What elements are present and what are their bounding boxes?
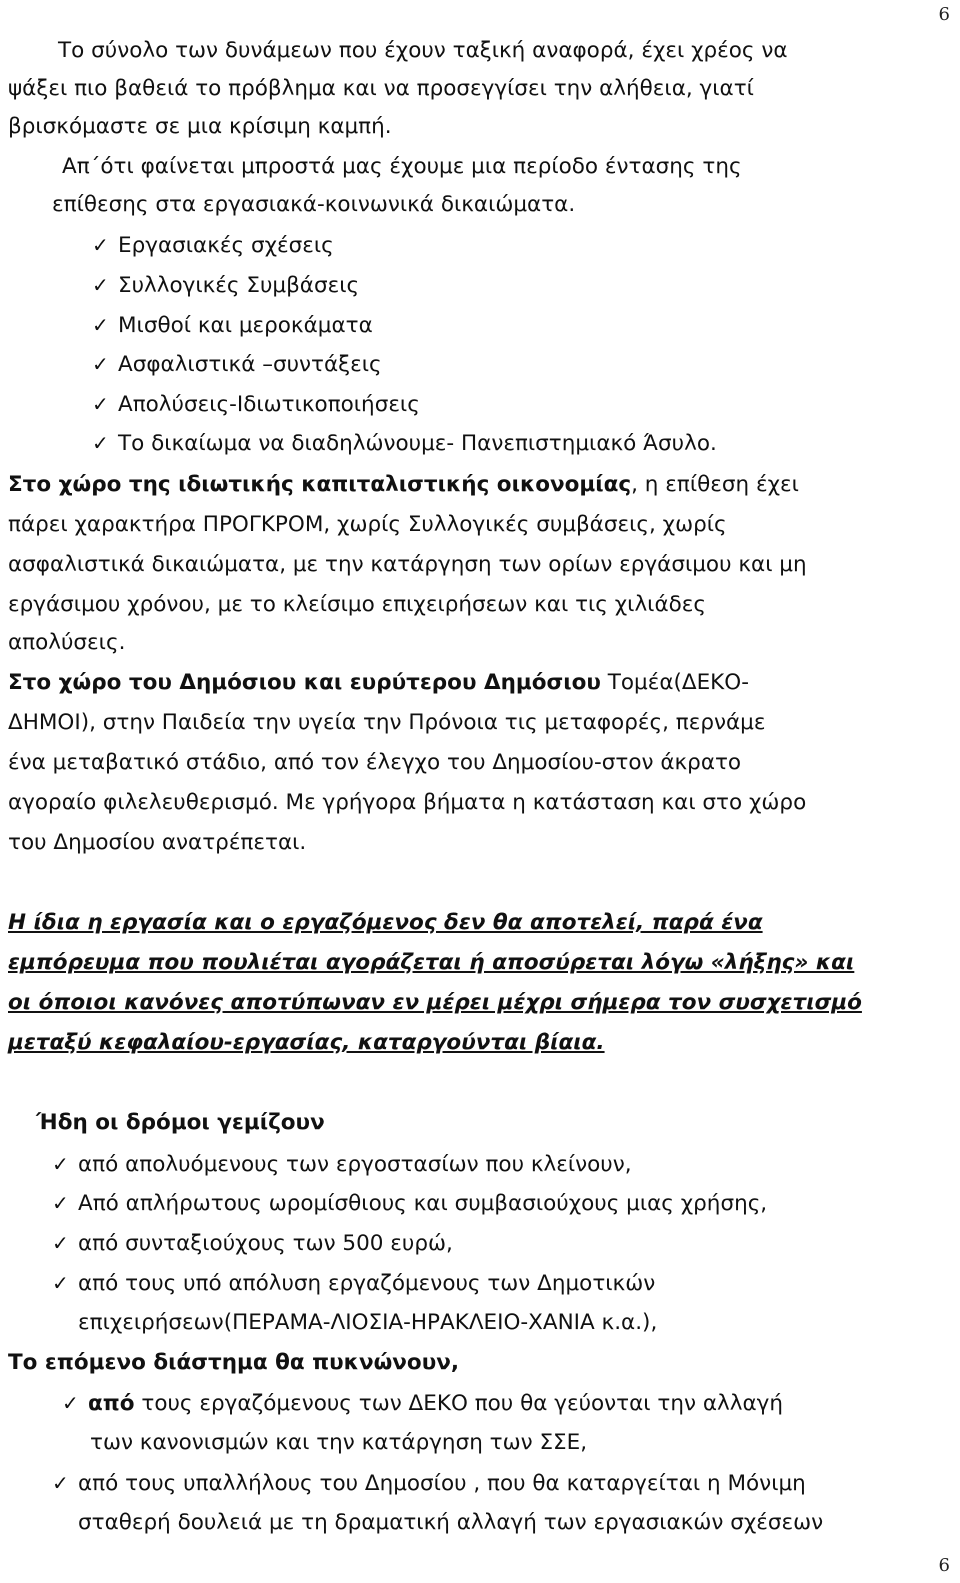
intro-line-3: βρισκόμαστε σε μια κρίσιμη καμπή.	[8, 114, 392, 139]
intro-line-5: επίθεσης στα εργασιακά-κοινωνικά δικαιώματα.	[52, 192, 576, 217]
streets-item-label: Από απλήρωτους ωρομίσθιους και συμβασιούχους μιας χρήσης,	[78, 1191, 768, 1216]
private-sector-line-4: εργάσιμου χρόνου, με το κλείσιμο επιχειρήσεων και τις χιλιάδες	[8, 592, 707, 617]
check-mark-icon: ✓	[62, 1391, 79, 1415]
private-sector-line-2: πάρει χαρακτήρα ΠΡΟΓΚΡΟΜ, χωρίς Συλλογικές συμβάσεις, χωρίς	[8, 512, 727, 537]
emphasis-line-1: Η ίδια η εργασία και ο εργαζόμενος δεν θα αποτελεί, παρά ένα	[8, 910, 763, 935]
page-number-top: 6	[938, 4, 950, 25]
checklist-item-label: Απολύσεις-Ιδιωτικοποιήσεις	[118, 392, 420, 417]
streets-item-label: από τους υπό απόλυση εργαζόμενους των Δημοτικών	[78, 1271, 656, 1296]
emphasis-line-2: εμπόρευμα που πουλιέται αγοράζεται ή αποσύρεται λόγω «λήξης» και	[8, 950, 855, 975]
check-mark-icon: ✓	[52, 1271, 69, 1295]
public-sector-line-1	[8, 664, 749, 702]
private-sector-rest: , η επίθεση έχει	[631, 472, 799, 497]
checklist-item	[92, 424, 717, 462]
checklist-item-label: Μισθοί και μεροκάματα	[118, 313, 373, 338]
streets-item-label: από συνταξιούχους των 500 ευρώ,	[78, 1231, 453, 1256]
private-sector-line-5: απολύσεις.	[8, 630, 126, 655]
next-period-item-bold: από	[88, 1391, 135, 1416]
check-mark-icon: ✓	[92, 313, 109, 337]
streets-item	[52, 1224, 453, 1262]
intro-line-4: Απ΄ότι φαίνεται μπροστά μας έχουμε μια περίοδο έντασης της	[62, 154, 742, 179]
public-sector-lead: Στο χώρο του Δημόσιου και ευρύτερου Δημόσιου	[8, 670, 601, 695]
public-sector-rest: Τομέα(ΔΕΚΟ-	[600, 670, 749, 695]
check-mark-icon: ✓	[92, 392, 109, 416]
streets-heading: Ήδη οι δρόμοι γεμίζουν	[36, 1110, 325, 1135]
streets-item-continuation: επιχειρήσεων(ΠΕΡΑΜΑ-ΛΙΟΣΙΑ-ΗΡΑΚΛΕΙΟ-ΧΑΝΙΑ κ.α.),	[78, 1310, 658, 1335]
streets-item-label: από απολυόμενους των εργοστασίων που κλείνουν,	[78, 1152, 632, 1177]
public-sector-line-3: ένα μεταβατικό στάδιο, από τον έλεγχο του Δημοσίου-στον άκρατο	[8, 750, 742, 775]
checklist-item	[92, 266, 359, 304]
next-period-item-rest: τους εργαζόμενους των ΔΕΚΟ που θα γεύονται την αλλαγή	[134, 1391, 783, 1416]
checklist-item	[92, 226, 334, 264]
check-mark-icon: ✓	[92, 273, 109, 297]
check-mark-icon: ✓	[52, 1152, 69, 1176]
public-sector-line-2: ΔΗΜΟΙ), στην Παιδεία την υγεία την Πρόνοια τις μεταφορές, περνάμε	[8, 710, 766, 735]
public-sector-line-5: του Δημοσίου ανατρέπεται.	[8, 830, 307, 855]
public-sector-line-4: αγοραίο φιλελευθερισμό. Με γρήγορα βήματα η κατάσταση και στο χώρο	[8, 790, 807, 815]
next-period-heading: Το επόμενο διάστημα θα πυκνώνουν,	[8, 1350, 460, 1375]
intro-line-2: ψάξει πιο βαθειά το πρόβλημα και να προσεγγίσει την αλήθεια, γιατί	[8, 76, 754, 101]
page-number-bottom: 6	[938, 1555, 950, 1576]
emphasis-line-3: οι όποιοι κανόνες αποτύπωναν εν μέρει μέχρι σήμερα τον συσχετισμό	[8, 990, 862, 1015]
next-period-item	[62, 1384, 783, 1422]
private-sector-line-3: ασφαλιστικά δικαιώματα, με την κατάργηση των ορίων εργάσιμου και μη	[8, 552, 807, 577]
check-mark-icon: ✓	[52, 1231, 69, 1255]
next-period-item-label: από τους υπαλλήλους του Δημοσίου , που θα καταργείται η Μόνιμη	[78, 1471, 806, 1496]
checklist-item-label: Το δικαίωμα να διαδηλώνουμε- Πανεπιστημιακό Άσυλο.	[118, 431, 717, 456]
check-mark-icon: ✓	[52, 1471, 69, 1495]
streets-item	[52, 1145, 632, 1183]
streets-item	[52, 1184, 767, 1222]
checklist-item	[92, 306, 373, 344]
check-mark-icon: ✓	[92, 352, 109, 376]
checklist-item-label: Εργασιακές σχέσεις	[118, 233, 334, 258]
intro-line-1: Το σύνολο των δυνάμεων που έχουν ταξική αναφορά, έχει χρέος να	[58, 38, 788, 63]
check-mark-icon: ✓	[92, 431, 109, 455]
checklist-item	[92, 345, 382, 383]
private-sector-line-1	[8, 466, 799, 504]
checklist-item-label: Συλλογικές Συμβάσεις	[118, 273, 360, 298]
check-mark-icon: ✓	[92, 233, 109, 257]
private-sector-lead: Στο χώρο της ιδιωτικής καπιταλιστικής οικονομίας	[8, 472, 632, 497]
checklist-item-label: Ασφαλιστικά –συντάξεις	[118, 352, 382, 377]
check-mark-icon: ✓	[52, 1191, 69, 1215]
next-period-item-continuation: σταθερή δουλειά με τη δραματική αλλαγή των εργασιακών σχέσεων	[78, 1510, 824, 1535]
streets-item	[52, 1264, 655, 1302]
next-period-item	[52, 1464, 806, 1502]
next-period-item-continuation: των κανονισμών και την κατάργηση των ΣΣΕ,	[90, 1430, 588, 1455]
checklist-item	[92, 385, 420, 423]
emphasis-line-4: μεταξύ κεφαλαίου-εργασίας, καταργούνται βίαια.	[8, 1030, 605, 1055]
